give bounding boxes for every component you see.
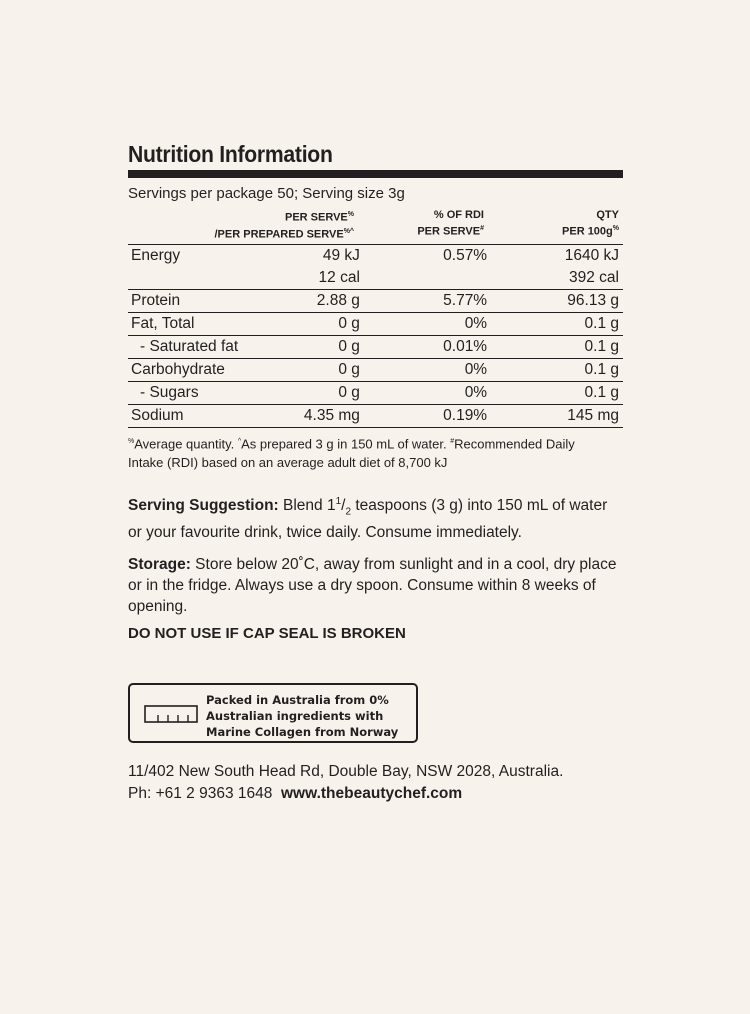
table-row <box>128 267 623 290</box>
row-name: Sodium <box>128 405 259 428</box>
row-per-serve: 0 g <box>259 382 360 405</box>
row-name: - Saturated fat <box>128 336 259 359</box>
row-per-100g: 0.1 g <box>487 336 623 359</box>
cap-seal-warning: DO NOT USE IF CAP SEAL IS BROKEN <box>128 624 406 642</box>
nutrition-title: Nutrition Information <box>128 141 333 167</box>
row-name: Fat, Total <box>128 313 259 336</box>
table-row <box>128 336 623 359</box>
row-rdi: 0.57% <box>443 247 488 265</box>
row-rdi: 5.77% <box>360 290 487 313</box>
nutrition-panel <box>128 140 623 642</box>
row-per-100g: 392 cal <box>487 267 623 290</box>
row-name: Protein <box>128 290 259 313</box>
row-name: Carbohydrate <box>128 359 259 382</box>
table-row <box>128 382 623 405</box>
row-rdi: 0% <box>360 313 487 336</box>
row-per-100g: 1640 kJ <box>564 247 619 265</box>
table-footnote: %Average quantity. ^As prepared 3 g in 150 mL of water. #Recommended Daily Intake (RDI) based on an average adult diet of 8,700 kJ <box>128 436 575 470</box>
phone-number: Ph: +61 2 9363 1648 <box>128 785 273 802</box>
row-per-serve: 0 g <box>259 313 360 336</box>
row-rdi: 0% <box>360 359 487 382</box>
row-name <box>128 267 259 290</box>
row-per-serve: 0 g <box>259 359 360 382</box>
country-of-origin-badge <box>128 683 418 743</box>
row-per-serve: 2.88 g <box>259 290 360 313</box>
origin-text: Packed in Australia from 0% Australian ingredients with Marine Collagen from Norway <box>206 693 399 739</box>
row-rdi: 0.01% <box>360 336 487 359</box>
table-row <box>128 313 623 336</box>
table-row <box>128 405 623 428</box>
row-per-100g: 0.1 g <box>487 313 623 336</box>
column-per-100g: QTY PER 100g% <box>562 209 619 238</box>
column-rdi: % OF RDI PER SERVE# <box>417 209 484 238</box>
table-row <box>128 245 623 267</box>
website-link[interactable]: www.thebeautychef.com <box>281 785 463 802</box>
row-name: Energy <box>131 247 181 265</box>
serving-suggestion: Serving Suggestion: Blend $1^1/_2$ teaspoons (3 g) into 150 mL of water or your favourite drink, twice daily. Consume immediately. <box>128 495 608 541</box>
table-row <box>128 290 623 313</box>
row-per-serve: 4.35 mg <box>259 405 360 428</box>
table-column-headers <box>128 208 623 245</box>
row-per-serve: 12 cal <box>259 267 360 290</box>
row-rdi: 0.19% <box>360 405 487 428</box>
row-rdi: 0% <box>360 382 487 405</box>
row-per-100g: 96.13 g <box>487 290 623 313</box>
ruler-icon <box>144 705 198 723</box>
company-address <box>128 761 563 805</box>
storage-instructions: Storage: Store below 20˚C, away from sunlight and in a cool, dry place or in the fridge. Always use a dry spoon. Consume within 8 weeks of opening. <box>128 555 617 615</box>
column-per-serve: PER SERVE% /PER PREPARED SERVE%^ <box>214 211 354 241</box>
row-per-100g: 145 mg <box>487 405 623 428</box>
title-divider <box>128 170 623 178</box>
table-row <box>128 359 623 382</box>
servings-info: Servings per package 50; Serving size 3g <box>128 185 405 202</box>
row-name: - Sugars <box>128 382 259 405</box>
row-per-100g: 0.1 g <box>487 359 623 382</box>
nutrition-table <box>128 245 623 428</box>
row-per-serve: 0 g <box>259 336 360 359</box>
row-per-100g: 0.1 g <box>487 382 623 405</box>
row-rdi <box>360 267 487 290</box>
row-per-serve: 49 kJ <box>322 247 360 265</box>
address-line: 11/402 New South Head Rd, Double Bay, NSW 2028, Australia. <box>128 763 564 780</box>
